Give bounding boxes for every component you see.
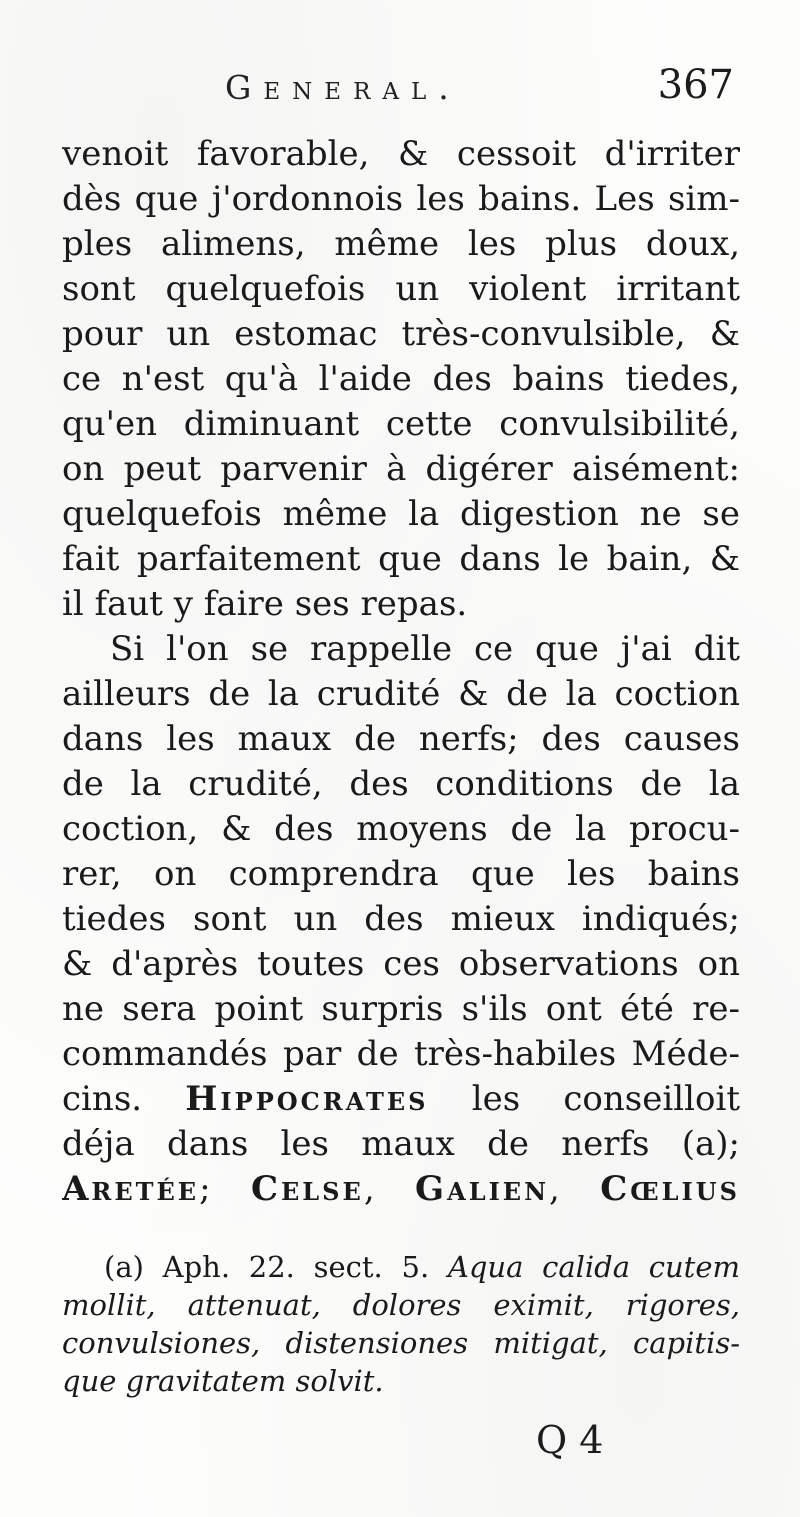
text-fragment: ; bbox=[199, 1169, 251, 1209]
text-line: rer, on comprendra que les bains bbox=[62, 854, 740, 894]
text-fragment: cins. bbox=[62, 1079, 186, 1119]
text-line: ce n'est qu'à l'aide des bains tiedes, bbox=[62, 359, 740, 399]
footnote-line: que gravitatem solvit. bbox=[62, 1364, 384, 1398]
text-line: commandés par de très-habiles Méde- bbox=[62, 1034, 740, 1074]
body-text bbox=[62, 132, 740, 1212]
running-title: General. bbox=[225, 68, 461, 107]
footnote-line bbox=[62, 1248, 740, 1286]
footnote bbox=[62, 1248, 740, 1400]
text-line: sont quelquefois un violent irritant bbox=[62, 269, 740, 309]
text-line: & d'après toutes ces observations on bbox=[62, 944, 740, 984]
text-line: ailleurs de la crudité & de la coction bbox=[62, 674, 740, 714]
text-line: dans les maux de nerfs; des causes bbox=[62, 719, 740, 759]
text-fragment: , bbox=[363, 1169, 416, 1209]
text-line: pour un estomac très-convulsible, & bbox=[62, 314, 740, 354]
text-line: dès que j'ordonnois les bains. Les sim- bbox=[62, 179, 740, 219]
author-name: Galien bbox=[415, 1169, 550, 1209]
text-line: on peut parvenir à digérer aisément: bbox=[62, 449, 740, 489]
text-line: tiedes sont un des mieux indiqués; bbox=[62, 899, 740, 939]
text-line: fait parfaitement que dans le bain, & bbox=[62, 539, 740, 579]
author-name: Celse bbox=[250, 1169, 364, 1209]
text-line: coction, & des moyens de la procu- bbox=[62, 809, 740, 849]
text-line: Si l'on se rappelle ce que j'ai dit bbox=[110, 629, 740, 669]
signature-mark: Q 4 bbox=[536, 1418, 604, 1462]
text-line: déja dans les maux de nerfs (a); bbox=[62, 1124, 740, 1164]
text-line: ples alimens, même les plus doux, bbox=[62, 224, 740, 264]
footnote-line: mollit, attenuat, dolores eximit, rigores, bbox=[62, 1288, 740, 1322]
footnote-line: convulsiones, distensiones mitigat, capitis- bbox=[62, 1326, 740, 1360]
author-name: Aretée bbox=[62, 1169, 200, 1209]
text-line: il faut y faire ses repas. bbox=[62, 584, 468, 624]
page-header bbox=[225, 62, 734, 122]
footnote-quote: Aqua calida cutem bbox=[447, 1250, 740, 1284]
text-line: de la crudité, des conditions de la bbox=[62, 764, 740, 804]
text-line bbox=[62, 1077, 740, 1122]
text-line: qu'en diminuant cette convulsibilité, bbox=[62, 404, 740, 444]
text-line: ne sera point surpris s'ils ont été re- bbox=[62, 989, 740, 1029]
text-fragment: les conseilloit bbox=[428, 1079, 740, 1119]
author-name: Hippocrates bbox=[185, 1079, 429, 1119]
text-line: venoit favorable, & cessoit d'irriter bbox=[62, 134, 740, 174]
text-line: quelquefois même la digestion ne se bbox=[62, 494, 740, 534]
text-line bbox=[62, 1167, 740, 1212]
footnote-ref: (a) Aph. 22. sect. 5. bbox=[104, 1250, 448, 1284]
text-fragment: , bbox=[549, 1169, 601, 1209]
author-name: Cœlius bbox=[600, 1169, 740, 1209]
page-number: 367 bbox=[657, 62, 734, 108]
